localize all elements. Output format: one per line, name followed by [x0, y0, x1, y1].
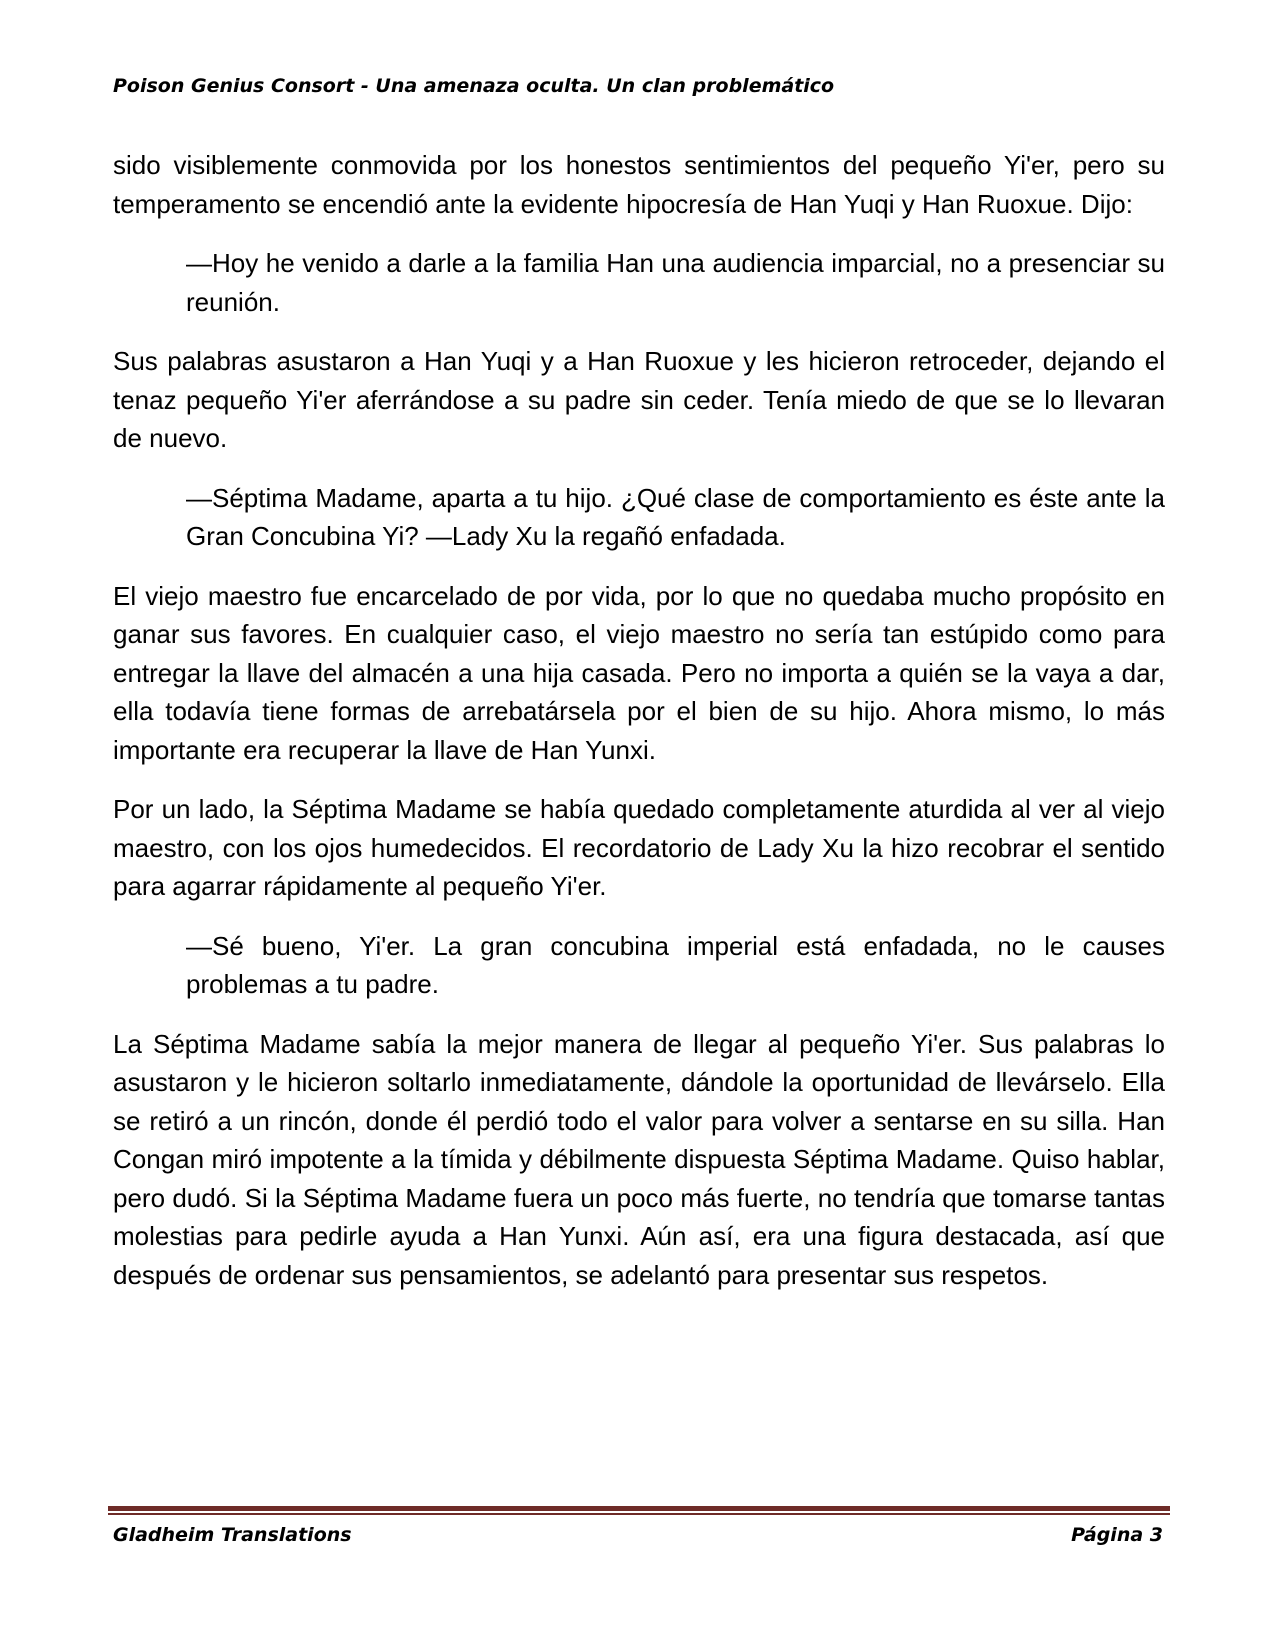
footer-translator-name: Gladheim Translations: [113, 1524, 352, 1546]
footer-divider-thin-line: [108, 1513, 1170, 1515]
footer-page-number: Página 3: [1071, 1524, 1163, 1546]
paragraph: Por un lado, la Séptima Madame se había quedado completamente aturdida al ver al viejo maestro, con los ojos humedecidos. El recordatorio de Lady Xu la hizo recobrar el sentido para agarrar rápidamente al pequeño Yi'er.: [113, 794, 1165, 901]
footer-divider: [108, 1506, 1170, 1516]
paragraph: El viejo maestro fue encarcelado de por vida, por lo que no quedaba mucho propósito en ganar sus favores. En cualquier caso, el viejo maestro no sería tan estúpido como para entregar la llave del almacén a una hija casada. Pero no importa a quién se la vaya a dar, ella todavía tiene formas de arrebatársela por el bien de su hijo. Ahora mismo, lo más importante era recuperar la llave de Han Yunxi.: [113, 580, 1165, 765]
paragraph: Sus palabras asustaron a Han Yuqi y a Han Ruoxue y les hicieron retroceder, dejando el tenaz pequeño Yi'er aferrándose a su padre sin ceder. Tenía miedo de que se lo llevaran de nuevo.: [113, 346, 1165, 453]
document-body: [113, 146, 1165, 1315]
footer-divider-thick-line: [108, 1506, 1170, 1511]
page-header-title: Poison Genius Consort - Una amenaza oculta. Un clan problemático: [113, 75, 835, 97]
dialogue-paragraph: —Hoy he venido a darle a la familia Han una audiencia imparcial, no a presenciar su reunión.: [186, 248, 1165, 317]
dialogue-paragraph: —Sé bueno, Yi'er. La gran concubina imperial está enfadada, no le causes problemas a tu padre.: [186, 930, 1165, 999]
dialogue-paragraph: —Séptima Madame, aparta a tu hijo. ¿Qué clase de comportamiento es éste ante la Gran Concubina Yi? —Lady Xu la regañó enfadada.: [186, 482, 1165, 551]
paragraph: La Séptima Madame sabía la mejor manera de llegar al pequeño Yi'er. Sus palabras lo asustaron y le hicieron soltarlo inmediatamente, dándole la oportunidad de llevárselo. Ella se retiró a un rincón, donde él perdió todo el valor para volver a sentarse en su silla. Han Congan miró impotente a la tímida y débilmente dispuesta Séptima Madame. Quiso hablar, pero dudó. Si la Séptima Madame fuera un poco más fuerte, no tendría que tomarse tantas molestias para pedirle ayuda a Han Yunxi. Aún así, era una figura destacada, así que después de ordenar sus pensamientos, se adelantó para presentar sus respetos.: [113, 1028, 1165, 1290]
paragraph: sido visiblemente conmovida por los honestos sentimientos del pequeño Yi'er, pero su temperamento se encendió ante la evidente hipocresía de Han Yuqi y Han Ruoxue. Dijo:: [113, 150, 1165, 219]
